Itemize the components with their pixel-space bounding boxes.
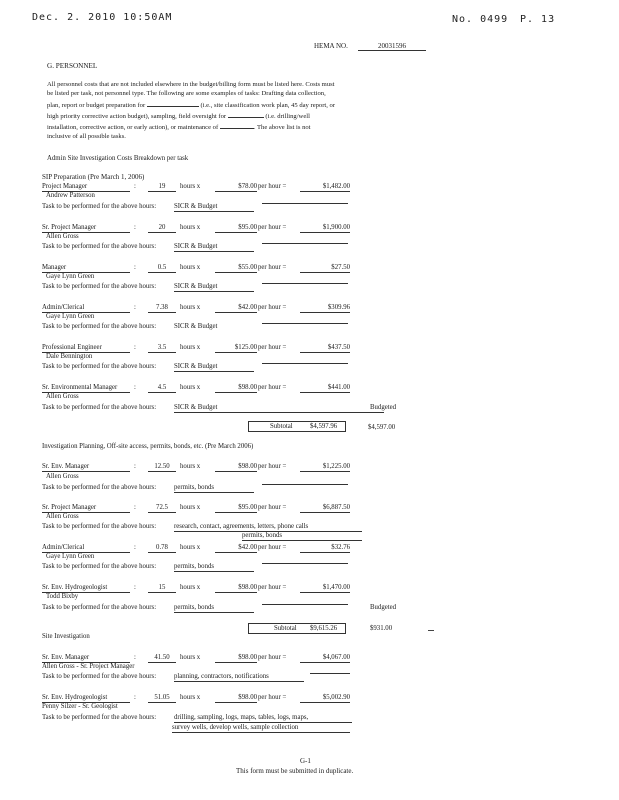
budgeted-label: Budgeted xyxy=(370,604,397,611)
row-total: $32.76 xyxy=(300,544,350,553)
hours-value: 19 xyxy=(148,183,176,192)
hours-value: 7.38 xyxy=(148,304,176,313)
fax-timestamp: Dec. 2. 2010 10:50AM xyxy=(32,12,173,23)
task-value: drilling, sampling, logs, maps, tables, logs, maps, xyxy=(174,714,352,723)
budgeted-value: $4,597.00 xyxy=(368,424,396,431)
footer-note: This form must be submitted in duplicate. xyxy=(236,767,354,775)
row-total: $309.96 xyxy=(300,304,350,313)
role: Sr. Project Manager xyxy=(42,224,130,233)
role: Admin/Clerical xyxy=(42,544,130,553)
task-value: research, contact, agreements, letters, phone calls xyxy=(174,523,362,532)
hours-value: 15 xyxy=(148,584,176,593)
dash-mark xyxy=(428,630,434,631)
role: Professional Engineer xyxy=(42,344,130,353)
intro-paragraph xyxy=(47,80,389,142)
intro-blank-1 xyxy=(147,99,199,107)
rate-value: $95.00 xyxy=(215,224,257,233)
intro-line-5b: . The above list is not xyxy=(253,124,311,132)
rate-value: $98.00 xyxy=(215,584,257,593)
rate-value: $98.00 xyxy=(215,384,257,393)
intro-line-3b: (i.e., site classification work plan, 45 day report, or xyxy=(200,101,336,109)
rate-value: $78.00 xyxy=(215,183,257,192)
rate-value: $98.00 xyxy=(215,463,257,472)
task-value: SICR & Budget xyxy=(174,243,254,252)
hema-label: HEMA NO. xyxy=(314,42,348,50)
hours-value: 72.5 xyxy=(148,504,176,513)
subtotal-label: Subtotal xyxy=(270,423,293,430)
hours-value: 0.5 xyxy=(148,264,176,273)
row-total: $1,470.00 xyxy=(300,584,350,593)
hours-value: 12.50 xyxy=(148,463,176,472)
role: Manager xyxy=(42,264,130,273)
intro-line-4a: high priority corrective action budget), sampling, field oversight for xyxy=(47,112,227,120)
role: Sr. Env. Hydrogeologist xyxy=(42,694,130,703)
rate-value: $98.00 xyxy=(215,654,257,663)
task-value: SICR & Budget xyxy=(174,363,254,372)
role: Sr. Env. Manager xyxy=(42,654,130,663)
hours-label: hours x xyxy=(180,183,201,190)
intro-blank-2 xyxy=(228,110,264,118)
rate-value: $125.00 xyxy=(215,344,257,353)
hours-value: 4.5 xyxy=(148,384,176,393)
intro-blank-3 xyxy=(220,121,254,129)
per-hour-label: per hour = xyxy=(258,183,287,190)
rate-value: $98.00 xyxy=(215,694,257,703)
task-value: SICR & Budget xyxy=(174,283,254,292)
intro-line-5a: installation, corrective action, or early action), or maintenance of xyxy=(47,124,219,132)
page-number: G-1 xyxy=(300,757,311,765)
group-title: Investigation Planning, Off-site access, permits, bonds, etc. (Pre March 2006) xyxy=(42,443,254,450)
role: Sr. Env. Hydrogeologist xyxy=(42,584,130,593)
role: Project Manager xyxy=(42,183,130,192)
intro-line-3a: plan, report or budget preparation for xyxy=(47,101,146,109)
fax-page: P. 13 xyxy=(520,14,556,25)
group-title: SIP Preparation (Pre March 1, 2006) xyxy=(42,173,145,181)
budgeted-value: $931.00 xyxy=(370,625,393,632)
task-value: SICR & Budget xyxy=(174,323,218,330)
row-total: $1,225.00 xyxy=(300,463,350,472)
intro-line-1: All personnel costs that are not included elsewhere in the budget/billing form must be listed here. Costs must xyxy=(47,81,335,88)
rate-value: $42.00 xyxy=(215,304,257,313)
group-title: Site Investigation xyxy=(42,633,90,640)
subtotal-value: $9,615.26 xyxy=(310,625,338,632)
hours-value: 51.05 xyxy=(148,694,176,703)
intro-line-6: inclusive of all possible tasks. xyxy=(47,133,126,141)
row-total: $1,482.00 xyxy=(300,183,350,192)
row-total: $1,900.00 xyxy=(300,224,350,233)
subtotal-label: Subtotal xyxy=(274,625,297,632)
task-value: SICR & Budget xyxy=(174,203,254,212)
role: Sr. Environmental Manager xyxy=(42,384,130,393)
breakdown-title: Admin Site Investigation Costs Breakdown per task xyxy=(47,155,189,162)
budgeted-label: Budgeted xyxy=(370,404,397,411)
hema-number: 20031596 xyxy=(358,42,426,51)
rate-value: $95.00 xyxy=(215,504,257,513)
subtotal-value: $4,597.96 xyxy=(310,423,338,430)
section-title: G. PERSONNEL xyxy=(47,62,98,70)
hours-value: 0.78 xyxy=(148,544,176,553)
row-total: $4,067.00 xyxy=(300,654,350,663)
task-value: permits, bonds xyxy=(174,604,254,613)
row-total: $6,887.50 xyxy=(300,504,350,513)
role: Admin/Clerical xyxy=(42,304,130,313)
hours-value: 20 xyxy=(148,224,176,233)
row-total: $441.00 xyxy=(300,384,350,393)
task-value: permits, bonds xyxy=(174,563,254,572)
hours-value: 41.50 xyxy=(148,654,176,663)
fax-number: No. 0499 xyxy=(452,14,509,25)
rate-value: $55.00 xyxy=(215,264,257,273)
rate-value: $42.00 xyxy=(215,544,257,553)
task-value: permits, bonds xyxy=(174,484,254,493)
row-total: $437.50 xyxy=(300,344,350,353)
role: Sr. Project Manager xyxy=(42,504,130,513)
hours-value: 3.5 xyxy=(148,344,176,353)
intro-line-4b: (i.e. drilling/well xyxy=(265,112,310,120)
intro-line-2: be listed per task, not personnel type. The following are some examples of tasks: Drafting data collection, xyxy=(47,90,326,98)
task-value: SICR & Budget xyxy=(174,404,384,413)
task-value: planning, contractors, notifications xyxy=(174,673,304,682)
row-total: $5,002.90 xyxy=(300,694,350,703)
role: Sr. Env. Manager xyxy=(42,463,130,472)
row-total: $27.50 xyxy=(300,264,350,273)
